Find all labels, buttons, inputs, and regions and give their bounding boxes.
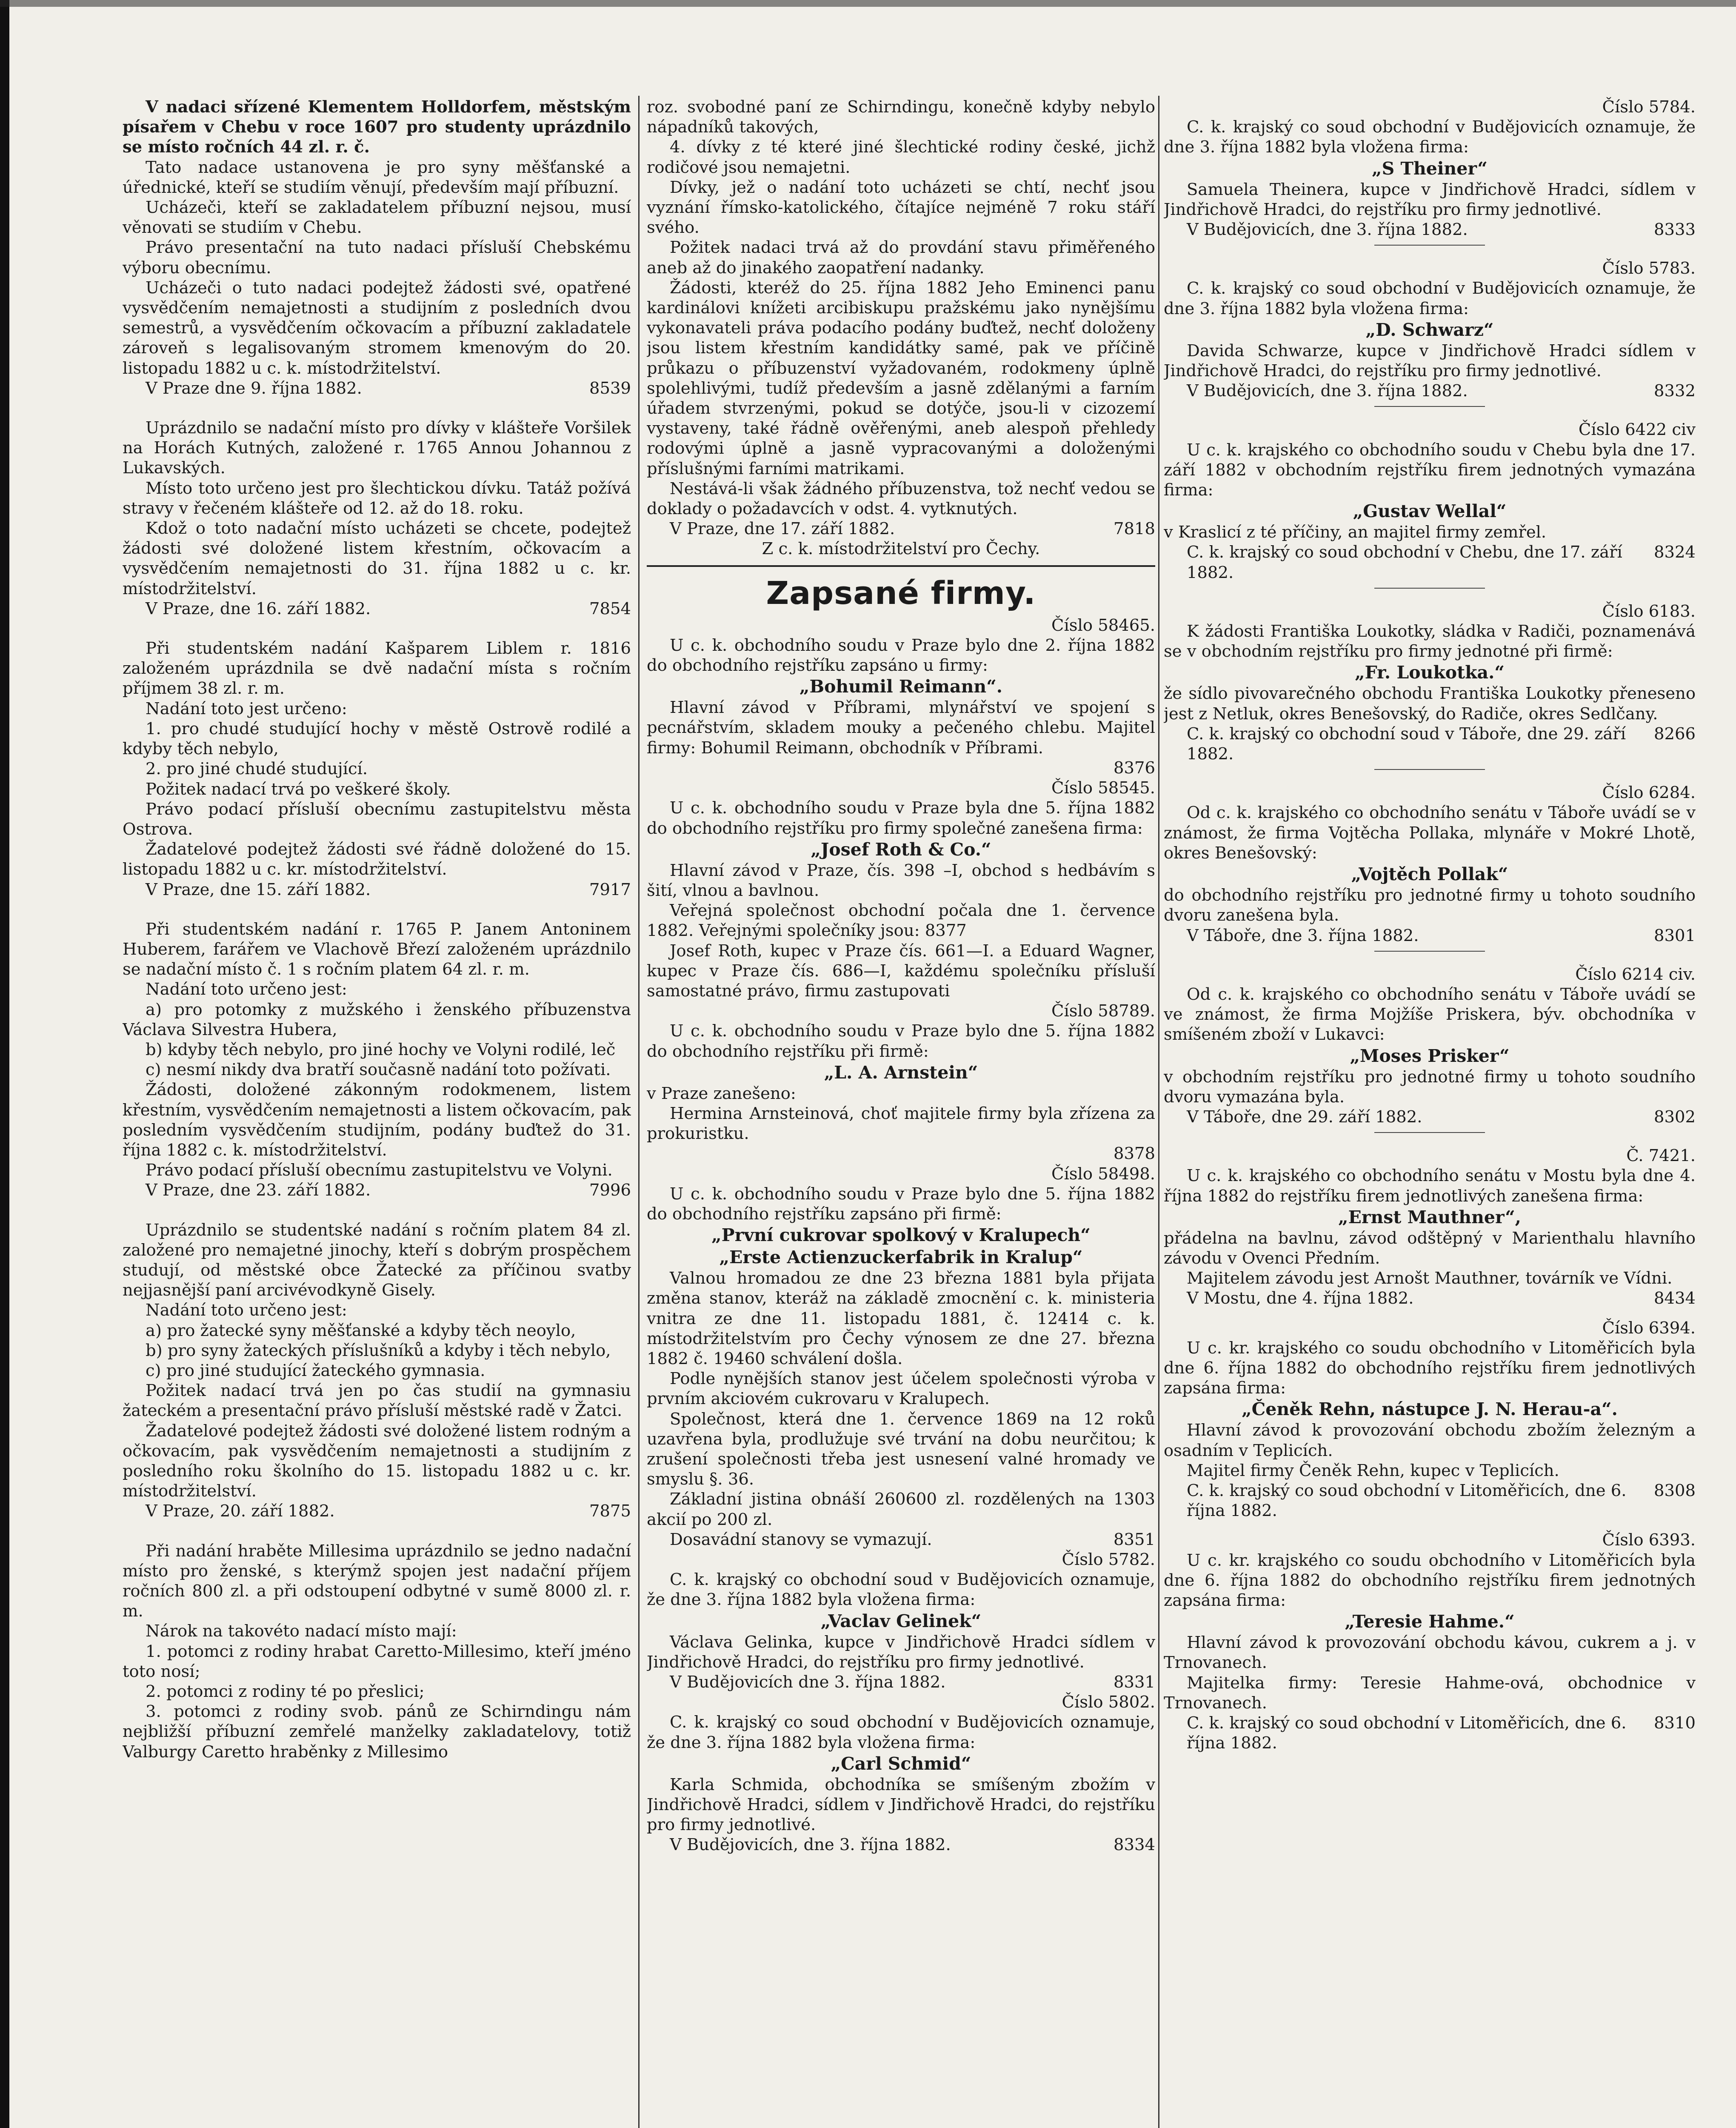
notice-paragraph: Nadání toto určeno jest: xyxy=(146,980,347,999)
place-date: V Praze, dne 16. září 1882. xyxy=(146,599,371,618)
signature-line xyxy=(1164,220,1696,240)
notice-number: 8332 xyxy=(1654,381,1696,401)
notice-paragraph: U c. kr. krajského co soudu obchodního v Litoměřicích byla dne 6. října 1882 do obchodního rejstříku firem jednotných zapsána firma: xyxy=(1164,1550,1696,1610)
notice-paragraph: Při studentském nadání Kašparem Liblem r. 1816 založeném uprázdnila se dvě nadační místa s ročním příjmem 38 zl. r. m. xyxy=(123,639,631,698)
notice-number: 8376 xyxy=(1114,758,1155,778)
firm-name: „Josef Roth & Co.“ xyxy=(811,839,991,860)
place-date: V Budějovicích dne 3. října 1882. xyxy=(670,1673,946,1692)
notice-paragraph: 2. pro jiné chudé studující. xyxy=(146,759,368,779)
page-edge xyxy=(0,0,9,2128)
notice-paragraph: Uprázdnilo se nadační místo pro dívky v klášteře Voršilek na Horách Kutných, založené r. 1765 Annou Johannou z Lukavských. xyxy=(123,418,631,478)
notice-paragraph: Nestává-li však žádného příbuzenstva, tož nechť vedou se doklady o požadavcích v odst. 4. vytknutých. xyxy=(647,479,1155,519)
place-date: V Mostu, dne 4. října 1882. xyxy=(1187,1289,1414,1308)
register-number: Číslo 6183. xyxy=(1602,601,1696,621)
register-number: Číslo 58465. xyxy=(1051,615,1155,635)
register-number: Číslo 6284. xyxy=(1602,783,1696,803)
notice-paragraph: C. k. krajský co soud obchodní v Budějovicích oznamuje, že dne 3. října 1882 byla vložena firma: xyxy=(1164,117,1696,157)
place-date: V Budějovicích, dne 3. října 1882. xyxy=(1187,381,1468,401)
notice-number: 7854 xyxy=(589,599,631,618)
signature-line xyxy=(1164,542,1696,582)
place-date: V Praze, dne 17. září 1882. xyxy=(670,519,895,539)
firm-name: „První cukrovar spolkový v Kralupech“ xyxy=(711,1225,1091,1246)
notice-paragraph: Základní jistina obnáší 260600 zl. rozdělených na 1303 akcií po 200 zl. xyxy=(647,1490,1155,1529)
notice-number: 7875 xyxy=(589,1502,631,1521)
firm-name: „Erste Actienzuckerfabrik in Kralup“ xyxy=(719,1247,1083,1268)
section-heading: Zapsané firmy. xyxy=(766,575,1036,612)
notice-paragraph: Společnost, která dne 1. července 1869 na 12 roků uzavřena byla, prodlužuje své trvání na dobu neurčitou; k zrušení společnosti třeba jest usnesení valné hromady ve smyslu §. 36. xyxy=(647,1409,1155,1489)
notice-paragraph: Od c. k. krajského co obchodního senátu v Táboře uvádí se ve známost, že firma Mojžíše Priskera, býv. obchodníka v smíšeném zboží v Lukavci: xyxy=(1164,984,1696,1044)
register-number: Číslo 5782. xyxy=(1062,1550,1155,1569)
firm-name: „Teresie Hahme.“ xyxy=(1345,1611,1515,1632)
notice-paragraph: Žádosti, doložené zákonným rodokmenem, listem křestním, vysvědčením nemajetnosti a listem očkovacím, pak posledním vysvědčením studijním, podány buďtež do 31. října 1882 c. k. místodržitelství. xyxy=(123,1080,631,1160)
notice-text: C. k. krajský co obchodní soud v Táboře, dne 29. září 1882. xyxy=(1187,724,1626,764)
notice-paragraph: Hlavní závod k provozování obchodu zbožím železným a osadním v Teplicích. xyxy=(1164,1421,1696,1460)
firm-name: „Čeněk Rehn, nástupce J. N. Herau-a“. xyxy=(1242,1399,1618,1420)
notice-paragraph: Hlavní závod k provozování obchodu kávou, cukrem a j. v Trnovanech. xyxy=(1164,1633,1696,1673)
notice-paragraph: Právo podací přísluší obecnímu zastupitelstvu ve Volyni. xyxy=(146,1161,613,1180)
column-3 xyxy=(1164,97,1696,2128)
notice-paragraph: Žadatelové podejtež žádosti své doložené listem rodným a očkovacím, pak vysvědčením nemajetnosti a studijním z posledního roku školního do 15. listopadu 1882 u c. kr. místodržitelství. xyxy=(123,1421,631,1501)
notice-number: 8378 xyxy=(1114,1144,1155,1164)
notice-text: C. k. krajský co soud obchodní v Litoměřicích, dne 6. října 1882. xyxy=(1187,1481,1627,1521)
notice-number: 8333 xyxy=(1654,220,1696,240)
signature-line xyxy=(1164,926,1696,946)
firm-name: „L. A. Arnstein“ xyxy=(824,1062,978,1083)
notice-paragraph: U c. k. obchodního soudu v Praze byla dne 5. října 1882 do obchodního rejstříku pro firmy společné zanešena firma: xyxy=(647,798,1155,838)
notice-paragraph: Ucházeči o tuto nadaci podejtež žádosti své, opatřené vysvědčením nemajetnosti a studijním z posledních dvou semestrů, a vysvědčením očkovacím a příbuzní zakladatele zároveň s legalisovaným stromem kmenovým do 20. listopadu 1882 u c. k. místodržitelství. xyxy=(123,278,631,378)
firm-name: „Ernst Mauthner“, xyxy=(1338,1207,1521,1227)
notice-number: 8539 xyxy=(589,378,631,398)
notice-paragraph: C. k. krajský co obchodní soud v Budějovicích oznamuje, že dne 3. října 1882 byla vložena firma: xyxy=(647,1570,1155,1610)
notice-paragraph: Požitek nadaci trvá až do provdání stavu přiměřeného aneb až do jinakého zaopatření nadanky. xyxy=(647,238,1155,277)
notice-paragraph: U c. k. krajského co obchodního senátu v Mostu byla dne 4. října 1882 do rejstříku firem jednotlivých zanešena firma: xyxy=(1164,1166,1696,1206)
register-number: Číslo 6393. xyxy=(1602,1530,1696,1550)
register-number: Č. 7421. xyxy=(1626,1146,1696,1166)
separator-rule xyxy=(1374,769,1485,770)
issuing-authority: Z c. k. místodržitelství pro Čechy. xyxy=(762,539,1040,559)
signature-line xyxy=(123,599,631,619)
notice-paragraph: že sídlo pivovarečného obchodu Františka Loukotky přeneseno jest z Netluk, okres Benešovský, do Radiče, okres Sedlčany. xyxy=(1164,684,1696,724)
notice-paragraph: 1. potomci z rodiny hrabat Caretto-Millesimo, kteří jméno toto nosí; xyxy=(123,1642,631,1681)
separator-rule xyxy=(1374,406,1485,407)
register-number: Číslo 5802. xyxy=(1062,1693,1155,1712)
notice-paragraph: a) pro žatecké syny měšťanské a kdyby těch neoylo, xyxy=(146,1321,576,1340)
notice-number: 7996 xyxy=(589,1181,631,1200)
notice-paragraph: Majitelka firmy: Teresie Hahme-ová, obchodnice v Trnovanech. xyxy=(1164,1673,1696,1713)
notice-paragraph: a) pro potomky z mužského i ženského příbuzenstva Václava Silvestra Hubera, xyxy=(123,1000,631,1039)
signature-line xyxy=(647,1672,1155,1692)
signature-line xyxy=(123,880,631,900)
notice-paragraph: Hlavní závod v Praze, čís. 398 –I, obchod s hedbávím s šití, vlnou a bavlnou. xyxy=(647,861,1155,900)
notice-paragraph: Podle nynějších stanov jest účelem společnosti výroba v prvním akciovém cukrovaru v Kralupech. xyxy=(647,1369,1155,1409)
notice-number: 8308 xyxy=(1654,1481,1696,1500)
notice-paragraph: přádelna na bavlnu, závod odštěpný v Marienthalu hlavního závodu v Ovenci Předním. xyxy=(1164,1228,1696,1268)
signature-line xyxy=(1164,1107,1696,1127)
notice-paragraph: 1. pro chudé studující hochy v městě Ostrově rodilé a kdyby těch nebylo, xyxy=(123,719,631,759)
notice-text: C. k. krajský co soud obchodní v Litoměřicích, dne 6. října 1882. xyxy=(1187,1713,1627,1753)
notice-paragraph: v Kraslicí z té příčiny, an majitel firmy zemřel. xyxy=(1164,523,1547,542)
place-date: V Budějovicích, dne 3. října 1882. xyxy=(1187,220,1468,240)
notice-paragraph: U c. k. obchodního soudu v Praze bylo dne 5. října 1882 do obchodního rejstříku při firmě: xyxy=(647,1021,1155,1061)
signature-line xyxy=(647,519,1155,539)
notice-paragraph: U c. k. obchodního soudu v Praze bylo dne 2. října 1882 do obchodního rejstříku zapsáno u firmy: xyxy=(647,635,1155,675)
notice-paragraph: K žádosti Františka Loukotky, sládka v Radiči, poznamenává se v obchodním rejstříku pro firmy jednotné při firmě: xyxy=(1164,622,1696,661)
notice-paragraph: c) pro jiné studující žateckého gymnasia. xyxy=(146,1361,485,1380)
notice-number: 8377 xyxy=(925,921,967,941)
notice-paragraph: b) pro syny žateckých příslušníků a kdyby i těch nebylo, xyxy=(146,1341,611,1360)
register-number: Číslo 58545. xyxy=(1051,778,1155,798)
notice-paragraph: Kdož o toto nadační místo ucházeti se chcete, podejtež žádosti své doložené listem křestním, očkovacím a vysvědčením nemajetnosti do 31. října 1882 u c. kr. místodržitelství. xyxy=(123,519,631,598)
notice-number: 8334 xyxy=(1114,1835,1155,1855)
notice-paragraph: 3. potomci z rodiny svob. pánů ze Schirndingu nám nejbližší příbuzní zemřelé manželky zakladatelovy, totiž Valburgy Caretto hraběnky z Millesimo xyxy=(123,1702,631,1762)
firm-name: „Gustav Wellal“ xyxy=(1353,501,1507,522)
notice-paragraph: roz. svobodné paní ze Schirndingu, konečně kdyby nebylo nápadníků takových, xyxy=(647,97,1155,137)
notice-paragraph: U c. k. krajského co obchodního soudu v Chebu byla dne 17. září 1882 v obchodním rejstříku firem jednotných vymazána firma: xyxy=(1164,440,1696,500)
register-number: Číslo 6394. xyxy=(1602,1318,1696,1338)
notice-number: 7818 xyxy=(1114,519,1155,539)
notice-paragraph: b) kdyby těch nebylo, pro jiné hochy ve Volyni rodilé, leč xyxy=(146,1040,616,1059)
notice-paragraph: Hlavní závod v Příbrami, mlynářství ve spojení s pecnářstvím, skladem mouky a pečeného chlebu. Majitel firmy: Bohumil Reimann, obchodník v Příbrami. xyxy=(647,698,1155,758)
place-date: V Praze, dne 15. září 1882. xyxy=(146,880,371,899)
place-date: V Praze, dne 23. září 1882. xyxy=(146,1181,371,1200)
firm-name: „S Theiner“ xyxy=(1371,158,1488,179)
notice-paragraph: Valnou hromadou ze dne 23 března 1881 byla přijata změna stanov, kteráž na základě zmocnění c. k. ministeria vnitra ze dne 11. listopadu 1881, č. 12414 c. k. místodržitelstvím pro Čechy výnosem ze dne 27. března 1882 č. 19460 schválení došla. xyxy=(647,1269,1155,1368)
notice-paragraph: Žádosti, kteréž do 25. října 1882 Jeho Eminenci panu kardinálovi knížeti arcibiskupu pražskému jako nynějšímu vykonavateli práva podacího podány buďtež, nechť doloženy jsou listem křestním kandidátky samé, pak ve příčině průkazu o příbuzenství vyžadovaném, rodokmeny úplně spolehlivými, tudíž především a jasně zdělanými a farním úřadem stvrzenými, pokud se dotýče, jsou-li v cizozemí vystaveny, také řádně ověřenými, aneb alespoň přehledy rodovými úplně a jasně vypracovanými a doloženými příslušnými farními matrikami. xyxy=(647,278,1155,478)
firm-name: „Moses Prisker“ xyxy=(1350,1045,1510,1066)
notice-paragraph: Žadatelové podejtež žádosti své řádně doložené do 15. listopadu 1882 u c. kr. místodržitelství. xyxy=(123,840,631,879)
notice-paragraph: Požitek nadací trvá po veškeré školy. xyxy=(146,779,451,799)
notice-number: 8324 xyxy=(1654,543,1696,562)
notice-paragraph: C. k. krajský co soud obchodní v Budějovicích oznamuje, že dne 3. října 1882 byla vložena firma: xyxy=(647,1713,1155,1752)
notice-paragraph: v obchodním rejstříku pro jednotné firmy u tohoto soudního dvoru vymazána byla. xyxy=(1164,1067,1696,1107)
notice-paragraph xyxy=(647,901,1155,941)
firm-name: „Bohumil Reimann“. xyxy=(799,676,1003,697)
register-number: Číslo 6422 civ xyxy=(1578,420,1696,440)
notice-paragraph: v Praze zanešeno: xyxy=(647,1084,796,1103)
notice-paragraph: Právo presentační na tuto nadaci přísluší Chebskému výboru obecnímu. xyxy=(123,238,631,277)
notice-paragraph: 4. dívky z té které jiné šlechtické rodiny české, jichž rodičové jsou nemajetni. xyxy=(647,137,1155,177)
notice-paragraph: Nárok na takovéto nadací místo mají: xyxy=(146,1622,457,1641)
notice-paragraph: Ucházeči, kteří se zakladatelem příbuzní nejsou, musí věnovati se studiím v Chebu. xyxy=(123,198,631,237)
signature-line xyxy=(647,1835,1155,1855)
notice-paragraph: c) nesmí nikdy dva bratří současně nadání toto požívati. xyxy=(146,1060,611,1080)
page-edge-top xyxy=(0,0,1736,7)
firm-name: „Vaclav Gelinek“ xyxy=(820,1610,982,1631)
register-number: Číslo 58498. xyxy=(1051,1164,1155,1184)
notice-number: 8434 xyxy=(1654,1289,1696,1308)
notice-paragraph: U c. kr. krajského co soudu obchodního v Litoměřicích byla dne 6. října 1882 do obchodního rejstříku firem jednotlivých zapsána firma: xyxy=(1164,1338,1696,1398)
column-1 xyxy=(123,97,631,2128)
signature-line xyxy=(123,1180,631,1200)
notice-number: 8331 xyxy=(1114,1673,1155,1692)
notice-text: Dosavádní stanovy se vymazují. xyxy=(670,1530,932,1549)
signature-line xyxy=(1164,1481,1696,1521)
signature-line xyxy=(123,378,631,398)
notice-number: 8351 xyxy=(1114,1530,1155,1549)
notice-paragraph: Požitek nadací trvá jen po čas studií na gymnasiu žateckém a presentační právo přísluší městské radě v Žatci. xyxy=(123,1381,631,1421)
signature-line xyxy=(123,1501,631,1521)
column-rule xyxy=(1158,96,1159,2128)
place-date: V Táboře, dne 3. října 1882. xyxy=(1187,926,1419,945)
register-number: Číslo 6214 civ. xyxy=(1575,964,1696,984)
notice-paragraph: Josef Roth, kupec v Praze čís. 661—I. a Eduard Wagner, kupec v Praze čís. 686—I, každému společníku přísluší samostatné právo, firmu zastupovati xyxy=(647,941,1155,1001)
notice-paragraph: U c. k. obchodního soudu v Praze bylo dne 5. října 1882 do obchodního rejstříku zapsáno při firmě: xyxy=(647,1184,1155,1224)
signature-line xyxy=(1164,1288,1696,1308)
separator-rule xyxy=(1374,951,1485,952)
place-date: V Praze dne 9. října 1882. xyxy=(146,378,362,398)
notice-paragraph: Při studentském nadání r. 1765 P. Janem Antoninem Huberem, farářem ve Vlachově Březí založeném uprázdnilo se nadační místo č. 1 s ročním platem 64 zl. r. m. xyxy=(123,919,631,979)
firm-name: „D. Schwarz“ xyxy=(1365,319,1494,340)
separator-rule xyxy=(1374,588,1485,589)
firm-name: „Carl Schmid“ xyxy=(831,1753,971,1774)
notice-paragraph: Dívky, jež o nadání toto ucházeti se chtí, nechť jsou vyznání římsko-katolického, čítajíce nejméně 7 roku stáří svého. xyxy=(647,177,1155,237)
register-number: Číslo 5783. xyxy=(1602,259,1696,278)
section-divider xyxy=(647,565,1155,567)
notice-paragraph: Majitelem závodu jest Arnošt Mauthner, továrník ve Vídni. xyxy=(1187,1269,1673,1288)
signature-line xyxy=(1164,381,1696,401)
notice-number: 8302 xyxy=(1654,1107,1696,1127)
notice-paragraph: Při nadání hraběte Millesima uprázdnilo se jedno nadační místo pro ženské, s kterýmž spojen jest nadační příjem ročních 800 zl. a při odstoupení odbytné v sumě 8000 zl. r. m. xyxy=(123,1541,631,1621)
notice-paragraph: Místo toto určeno jest pro šlechtickou dívku. Tatáž požívá stravy v řečeném klášteře od 12. až do 18. roku. xyxy=(123,478,631,518)
notice-paragraph: Hermina Arnsteinová, choť majitele firmy byla zřízena za prokuristku. xyxy=(647,1104,1155,1144)
notice-paragraph: Samuela Theinera, kupce v Jindřichově Hradci, sídlem v Jindřichově Hradci, do rejstříku pro firmy jednotlivé. xyxy=(1164,180,1696,219)
signature-line xyxy=(1164,1713,1696,1753)
separator-rule xyxy=(1374,1132,1485,1133)
notice-number: 8310 xyxy=(1654,1713,1696,1733)
register-number: Číslo 58789. xyxy=(1051,1001,1155,1021)
notice-text: Veřejná společnost obchodní počala dne 1. července 1882. Veřejnými společníky jsou: xyxy=(647,901,1155,941)
notice-paragraph: V nadaci sřízené Klementem Holldorfem, městským písařem v Chebu v roce 1607 pro studenty uprázdnilo se místo ročních 44 zl. r. č. xyxy=(123,97,631,157)
notice-paragraph: do obchodního rejstříku pro jednotné firmy u tohoto soudního dvoru zanešena byla. xyxy=(1164,886,1696,925)
notice-paragraph: 2. potomci z rodiny té po přeslici; xyxy=(146,1682,425,1702)
notice-number: 7917 xyxy=(589,880,631,899)
place-date: V Táboře, dne 29. září 1882. xyxy=(1187,1107,1422,1127)
notice-paragraph: C. k. krajský co soud obchodní v Budějovicích oznamuje, že dne 3. října 1882 byla vložena firma: xyxy=(1164,279,1696,318)
notice-paragraph: Tato nadace ustanovena je pro syny měšťanské a úřednické, kteří se studiím věnují, především mají příbuzní. xyxy=(123,157,631,197)
notice-paragraph: Nadání toto jest určeno: xyxy=(146,699,347,718)
notice-paragraph: Václava Gelinka, kupce v Jindřichově Hradci sídlem v Jindřichově Hradci, do rejstříku pro firmy jednotlivé. xyxy=(647,1632,1155,1672)
separator-rule xyxy=(1374,245,1485,246)
notice-paragraph: Uprázdnilo se studentské nadání s ročním platem 84 zl. založené pro nemajetné jinochy, kteří s dobrým prospěchem studují, od městské obce Žatecké za příčinou svatby nejjasnější paní arcivévodkyně Gisely. xyxy=(123,1220,631,1300)
notice-paragraph: Majitel firmy Čeněk Rehn, kupec v Teplicích. xyxy=(1187,1461,1559,1480)
notice-paragraph: Od c. k. krajského co obchodního senátu v Táboře uvádí se v známost, že firma Vojtěcha Pollaka, mlynáře v Mokré Lhotě, okres Benešovský: xyxy=(1164,803,1696,863)
notice-paragraph: Karla Schmida, obchodníka se smíšeným zbožím v Jindřichově Hradci, sídlem v Jindřichově Hradci, do rejstříku pro firmy jednotlivé. xyxy=(647,1775,1155,1835)
notice-paragraph: Davida Schwarze, kupce v Jindřichově Hradci sídlem v Jindřichově Hradci, do rejstříku pro firmy jednotlivé. xyxy=(1164,341,1696,381)
notice-number: 8301 xyxy=(1654,926,1696,945)
signature-line xyxy=(647,1530,1155,1550)
place-date: V Budějovicích, dne 3. října 1882. xyxy=(670,1835,951,1855)
firm-name: „Vojtěch Pollak“ xyxy=(1351,864,1508,885)
column-2 xyxy=(647,97,1155,2128)
notice-number: 8266 xyxy=(1654,724,1696,744)
column-rule xyxy=(638,96,640,2128)
notice-paragraph: Právo podací přísluší obecnímu zastupitelstvu města Ostrova. xyxy=(123,799,631,839)
notice-text: C. k. krajský co soud obchodní v Chebu, dne 17. září 1882. xyxy=(1187,543,1622,582)
place-date: V Praze, 20. září 1882. xyxy=(146,1502,335,1521)
register-number: Číslo 5784. xyxy=(1602,97,1696,117)
signature-line xyxy=(1164,724,1696,764)
notice-paragraph: Nadání toto určeno jest: xyxy=(146,1301,347,1320)
firm-name: „Fr. Loukotka.“ xyxy=(1355,662,1505,683)
